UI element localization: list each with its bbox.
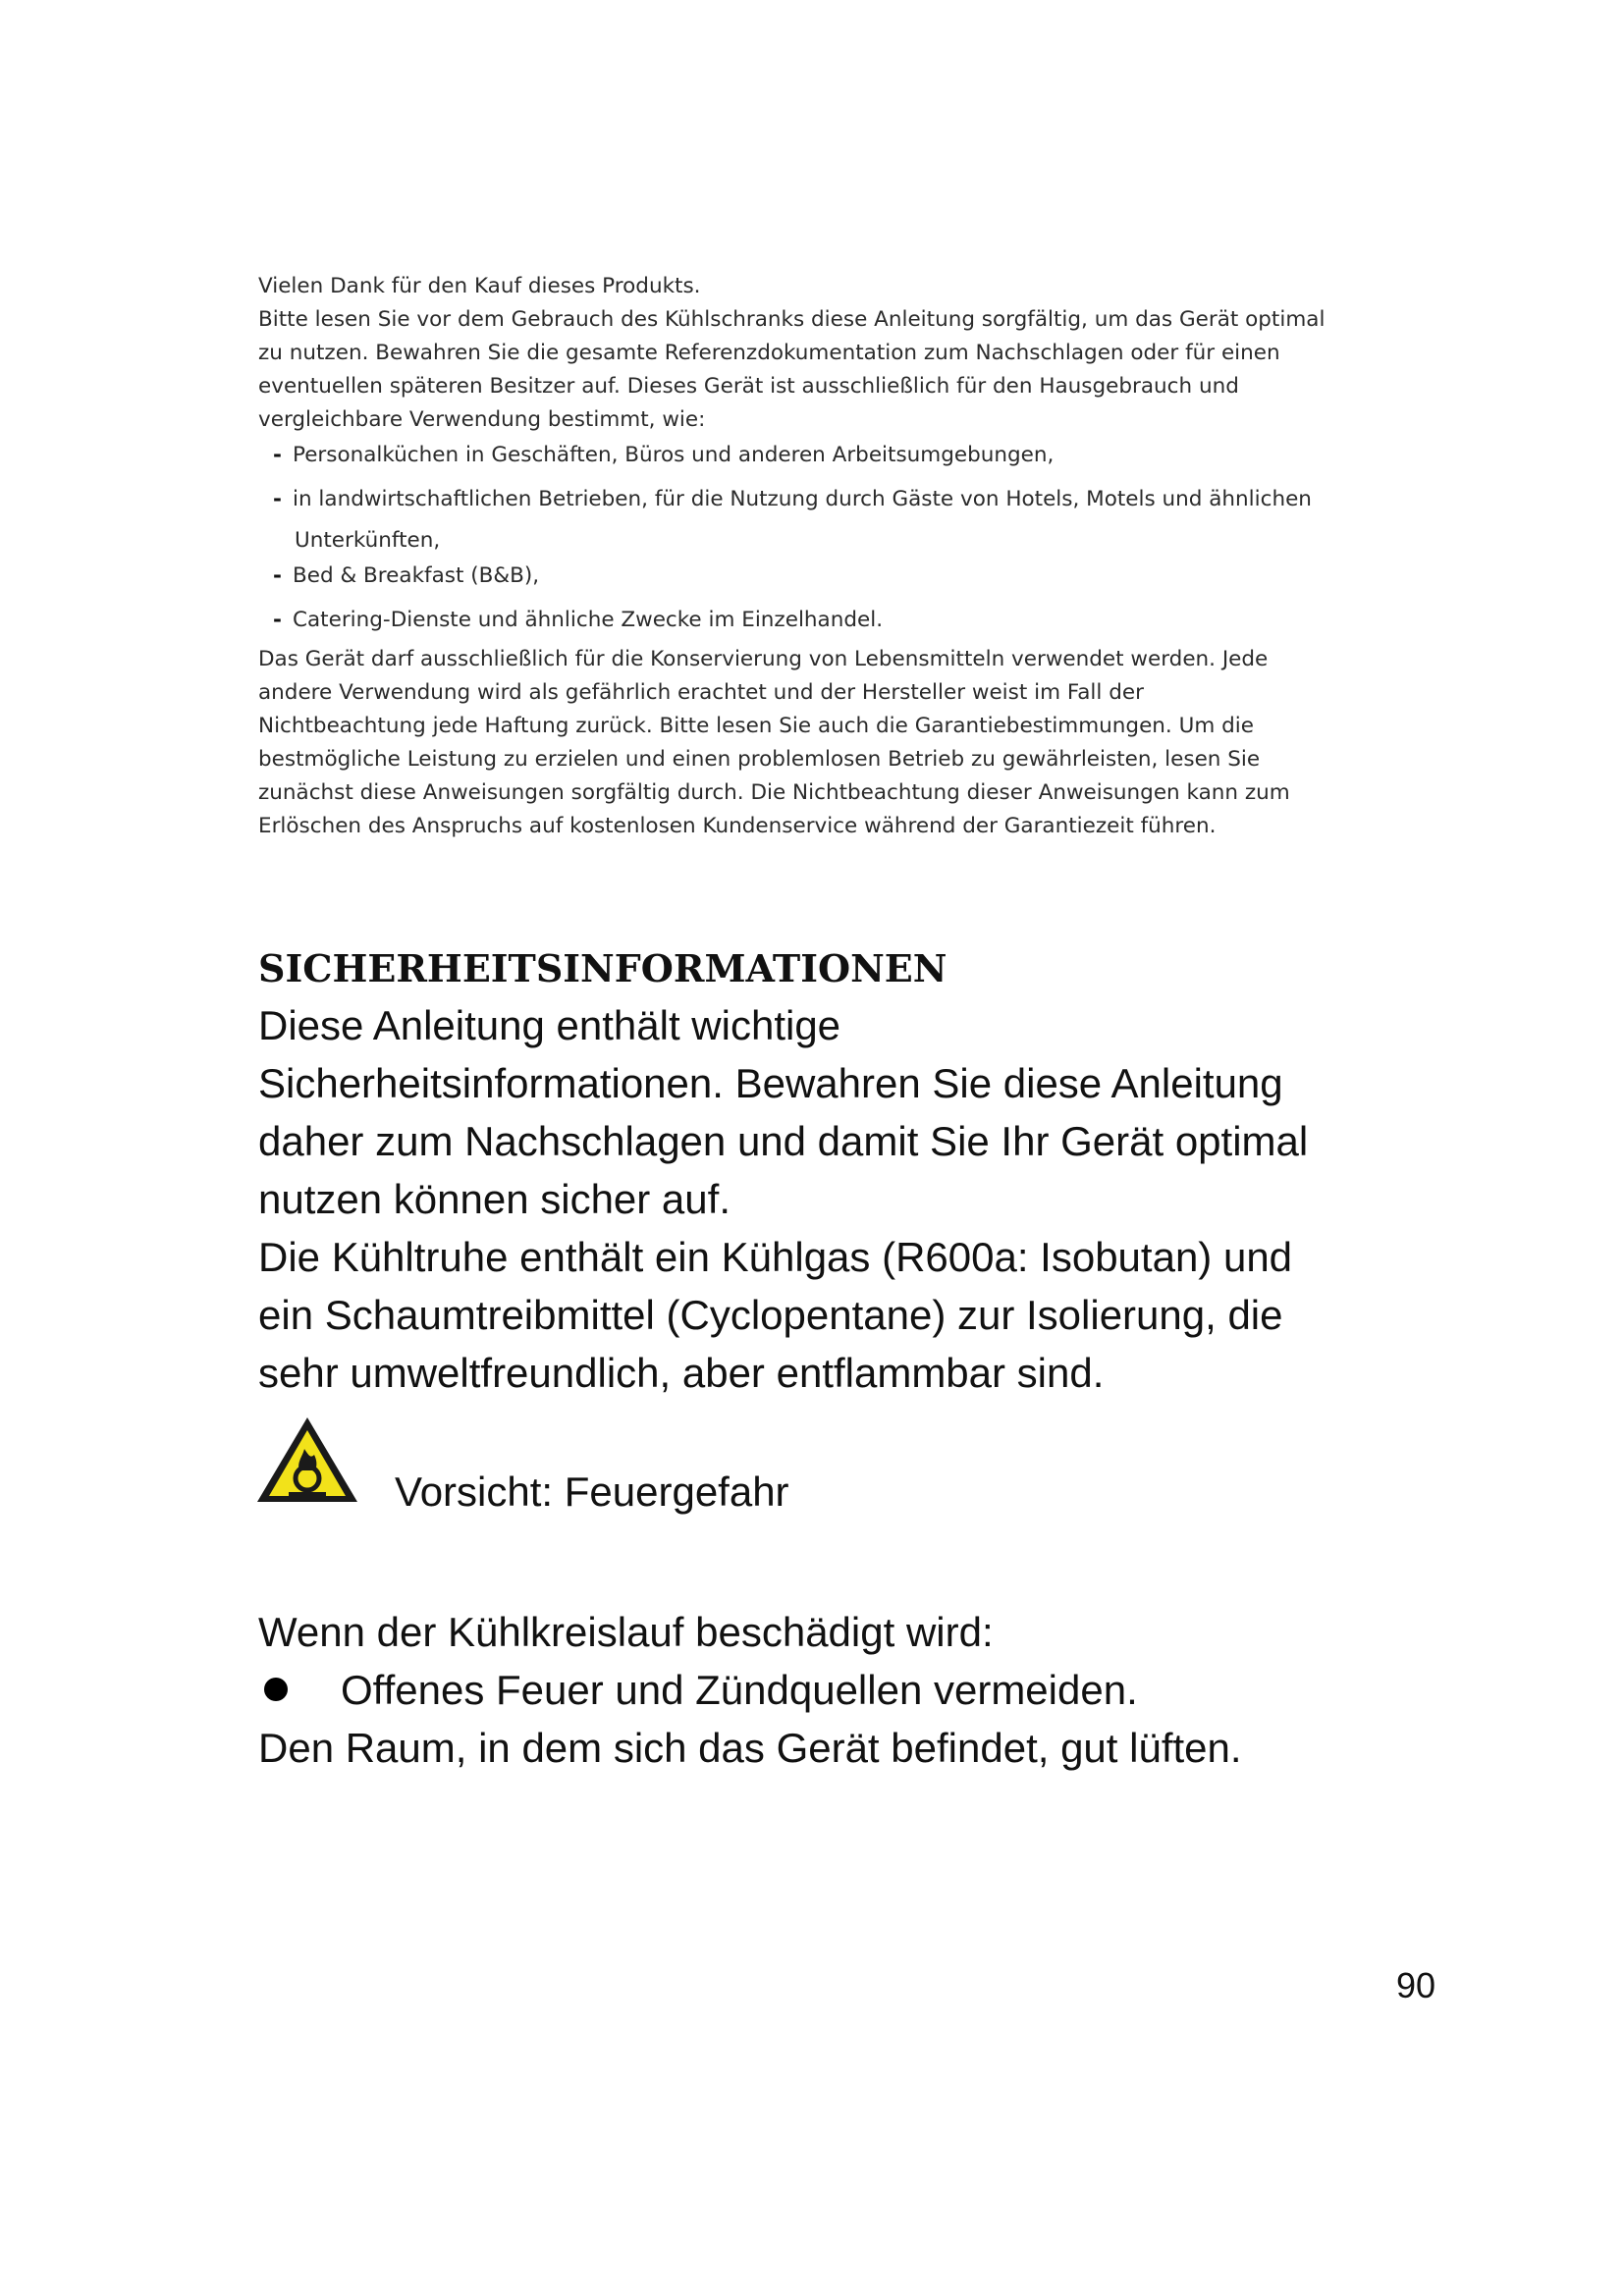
disclaimer-line: andere Verwendung wird als gefährlich erachtet und der Hersteller weist im Fall der xyxy=(258,680,1144,705)
damage-note xyxy=(258,1719,1387,1777)
safety-line: sehr umweltfreundlich, aber entflammbar sind. xyxy=(258,1350,1105,1396)
usage-list-item-text: Catering-Dienste und ähnliche Zwecke im Einzelhandel. xyxy=(293,608,884,632)
damage-heading xyxy=(258,1603,1387,1661)
usage-list-item xyxy=(273,560,539,593)
safety-line: Diese Anleitung enthält wichtige xyxy=(258,1002,841,1048)
damage-heading-text: Wenn der Kühlkreislauf beschädigt wird: xyxy=(258,1609,994,1655)
intro-line: eventuellen späteren Besitzer auf. Dieses Gerät ist ausschließlich für den Hausgebrauch und xyxy=(258,374,1239,399)
safety-line: Sicherheitsinformationen. Bewahren Sie diese Anleitung xyxy=(258,1060,1283,1106)
section-heading: SICHERHEITSINFORMATIONEN xyxy=(258,946,947,990)
usage-list-item-text: Personalküchen in Geschäften, Büros und anderen Arbeitsumgebungen, xyxy=(293,443,1055,467)
intro-line: Bitte lesen Sie vor dem Gebrauch des Kühlschranks diese Anleitung sorgfältig, um das Gerät optimal xyxy=(258,307,1326,332)
safety-line: Die Kühltruhe enthält ein Kühlgas (R600a: Isobutan) und xyxy=(258,1234,1293,1280)
safety-line: ein Schaumtreibmittel (Cyclopentane) zur Isolierung, die xyxy=(258,1292,1283,1338)
disclaimer-line: zunächst diese Anweisungen sorgfältig durch. Die Nichtbeachtung dieser Anweisungen kann zum xyxy=(258,780,1290,805)
dash-bullet: - xyxy=(273,563,282,588)
usage-list-item-text: in landwirtschaftlichen Betrieben, für die Nutzung durch Gäste von Hotels, Motels und ähnlichen xyxy=(293,487,1312,511)
damage-bullet-text: Offenes Feuer und Zündquellen vermeiden. xyxy=(341,1667,1138,1713)
safety-line: daher zum Nachschlagen und damit Sie Ihr Gerät optimal xyxy=(258,1118,1309,1164)
disclaimer-line: Nichtbeachtung jede Haftung zurück. Bitte lesen Sie auch die Garantiebestimmungen. Um die xyxy=(258,714,1254,738)
disclaimer-line: Das Gerät darf ausschließlich für die Konservierung von Lebensmitteln verwendet werden. Jede xyxy=(258,647,1269,671)
intro-paragraph xyxy=(258,270,1378,437)
usage-list-item-continuation: Unterkünften, xyxy=(295,528,441,553)
bullet-icon xyxy=(264,1678,288,1701)
page-number: 90 xyxy=(1396,1965,1436,2005)
disclaimer-line: Erlöschen des Anspruchs auf kostenlosen Kundenservice während der Garantiezeit führen. xyxy=(258,814,1217,838)
intro-line: vergleichbare Verwendung bestimmt, wie: xyxy=(258,407,706,432)
dash-bullet: - xyxy=(273,608,282,632)
fire-hazard-icon xyxy=(253,1414,361,1508)
dash-bullet: - xyxy=(273,487,282,511)
intro-line: Vielen Dank für den Kauf dieses Produkts. xyxy=(258,274,701,298)
disclaimer-paragraph xyxy=(258,643,1378,843)
intro-line: zu nutzen. Bewahren Sie die gesamte Referenzdokumentation zum Nachschlagen oder für einen xyxy=(258,341,1280,365)
disclaimer-line: bestmögliche Leistung zu erzielen und einen problemlosen Betrieb zu gewährleisten, lesen Sie xyxy=(258,747,1261,772)
damage-bullet-item xyxy=(258,1661,1138,1719)
usage-list-item-text: Bed & Breakfast (B&B), xyxy=(293,563,540,588)
damage-note-text: Den Raum, in dem sich das Gerät befindet, gut lüften. xyxy=(258,1725,1242,1771)
usage-list-item xyxy=(273,439,1054,472)
safety-line: nutzen können sicher auf. xyxy=(258,1176,731,1222)
warning-text: Vorsicht: Feuergefahr xyxy=(395,1468,789,1515)
safety-paragraph xyxy=(258,996,1387,1402)
usage-list-item xyxy=(273,604,883,637)
dash-bullet: - xyxy=(273,443,282,467)
usage-list-item xyxy=(273,483,1312,516)
